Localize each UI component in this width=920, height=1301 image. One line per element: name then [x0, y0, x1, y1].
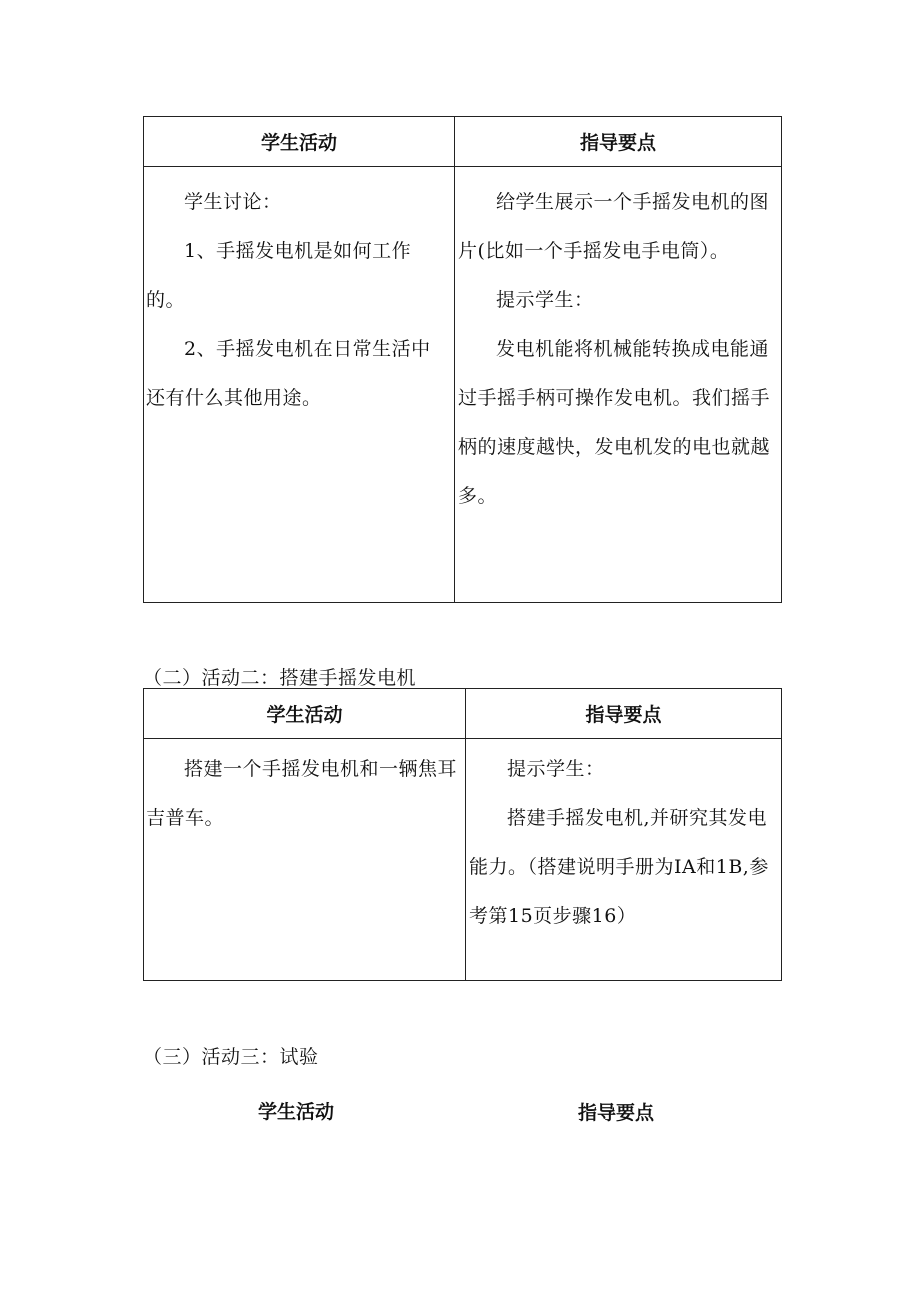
section3-header-student: 学生活动: [258, 1101, 335, 1123]
table1-header-guidance: 指导要点: [455, 117, 782, 167]
activity-two-table: [143, 688, 782, 981]
table2-header-guidance: 指导要点: [466, 689, 782, 739]
table2-header-student: 学生活动: [144, 689, 466, 739]
table2-guidance-p2: 搭建手摇发电机,并研究其发电能力。（搭建说明手册为IA和1B,参考第15页步骤16）: [469, 807, 769, 927]
table1-header-student: 学生活动: [144, 117, 455, 167]
table1-student-p2: 1、手摇发电机是如何工作的。: [146, 240, 412, 311]
section3-header-guidance: 指导要点: [578, 1102, 655, 1124]
table1-guidance-p3: 发电机能将机械能转换成电能通过手摇手柄可操作发电机。我们摇手柄的速度越快，发电机发的电也就越多。: [458, 338, 771, 507]
table2-student-cell: [144, 739, 466, 981]
activity-one-table: [143, 116, 782, 603]
table1-student-p3: 2、手摇发电机在日常生活中还有什么其他用途。: [146, 338, 431, 409]
table1-student-cell: [144, 167, 455, 603]
section3-title: （三）活动三：试验: [143, 1046, 319, 1068]
table2-guidance-cell: [466, 739, 782, 981]
table1-guidance-p2: 提示学生：: [496, 289, 594, 311]
table2-guidance-p1: 提示学生：: [507, 758, 605, 780]
table1-guidance-cell: [455, 167, 782, 603]
table1-student-p1: 学生讨论：: [184, 191, 282, 213]
table2-student-p1: 搭建一个手摇发电机和一辆焦耳吉普车。: [146, 758, 458, 829]
table1-guidance-p1: 给学生展示一个手摇发电机的图片(比如一个手摇发电手电筒）。: [458, 191, 770, 262]
section2-title: （二）活动二：搭建手摇发电机: [143, 667, 417, 689]
